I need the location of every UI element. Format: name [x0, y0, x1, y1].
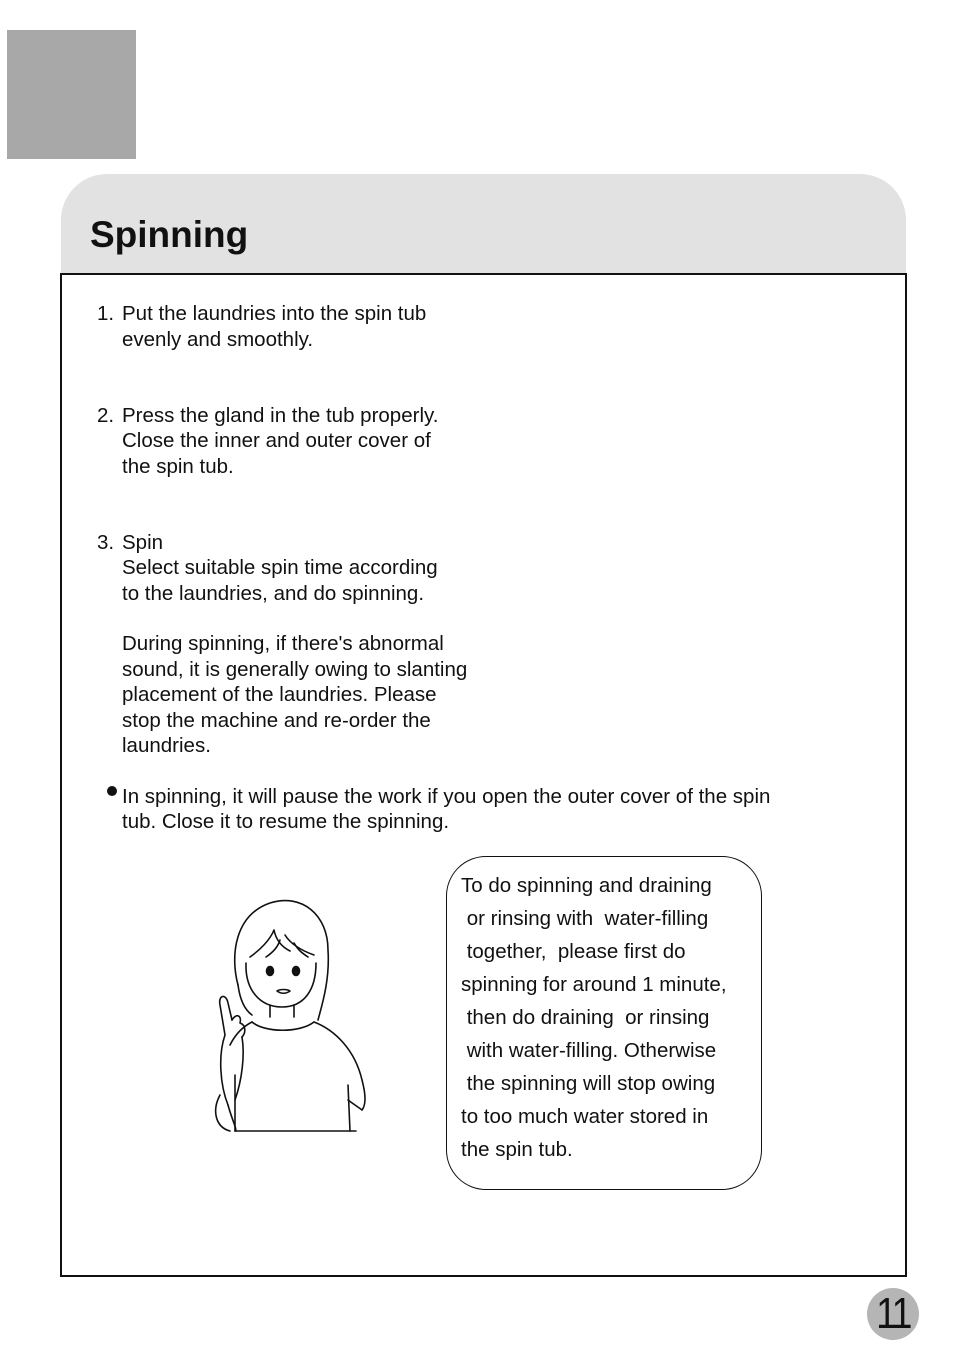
callout-line-3: together, please first do [461, 940, 686, 963]
bullet-note-line-2: tub. Close it to resume the spinning. [122, 810, 450, 833]
abnormal-note-line-5: laundries. [122, 734, 211, 757]
step-1-line-2: evenly and smoothly. [122, 328, 314, 351]
step-3-heading: Spin [122, 531, 164, 554]
callout-line-7: the spinning will stop owing [461, 1072, 716, 1095]
callout-line-9: the spin tub. [461, 1138, 573, 1161]
abnormal-note-line-4: stop the machine and re-order the [122, 709, 431, 732]
step-1-number: 1. [97, 302, 115, 325]
bullet-dot-icon [107, 786, 117, 796]
callout-line-6: with water-filling. Otherwise [461, 1039, 717, 1062]
step-3-number: 3. [97, 531, 115, 554]
callout-line-5: then do draining or rinsing [461, 1006, 710, 1029]
corner-tab-block [7, 30, 136, 159]
bullet-note-line-1: In spinning, it will pause the work if you open the outer cover of the spin [122, 785, 771, 808]
step-2-line-3: the spin tub. [122, 455, 234, 478]
callout-line-2: or rinsing with water-filling [461, 907, 709, 930]
step-2-line-1: Press the gland in the tub properly. [122, 404, 439, 427]
step-3-line-2: to the laundries, and do spinning. [122, 582, 425, 605]
step-2-number: 2. [97, 404, 115, 427]
step-1-line-1: Put the laundries into the spin tub [122, 302, 427, 325]
step-2-line-2: Close the inner and outer cover of [122, 429, 431, 452]
callout-line-8: to too much water stored in [461, 1105, 709, 1128]
abnormal-note-line-2: sound, it is generally owing to slanting [122, 658, 468, 681]
step-3-line-1: Select suitable spin time according [122, 556, 438, 579]
section-title: Spinning [90, 214, 249, 255]
woman-pointing-illustration [190, 895, 370, 1135]
callout-line-4: spinning for around 1 minute, [461, 973, 727, 996]
abnormal-note-line-1: During spinning, if there's abnormal [122, 632, 444, 655]
abnormal-note-line-3: placement of the laundries. Please [122, 683, 437, 706]
callout-line-1: To do spinning and draining [461, 874, 712, 897]
page-number: 11 [876, 1289, 910, 1338]
